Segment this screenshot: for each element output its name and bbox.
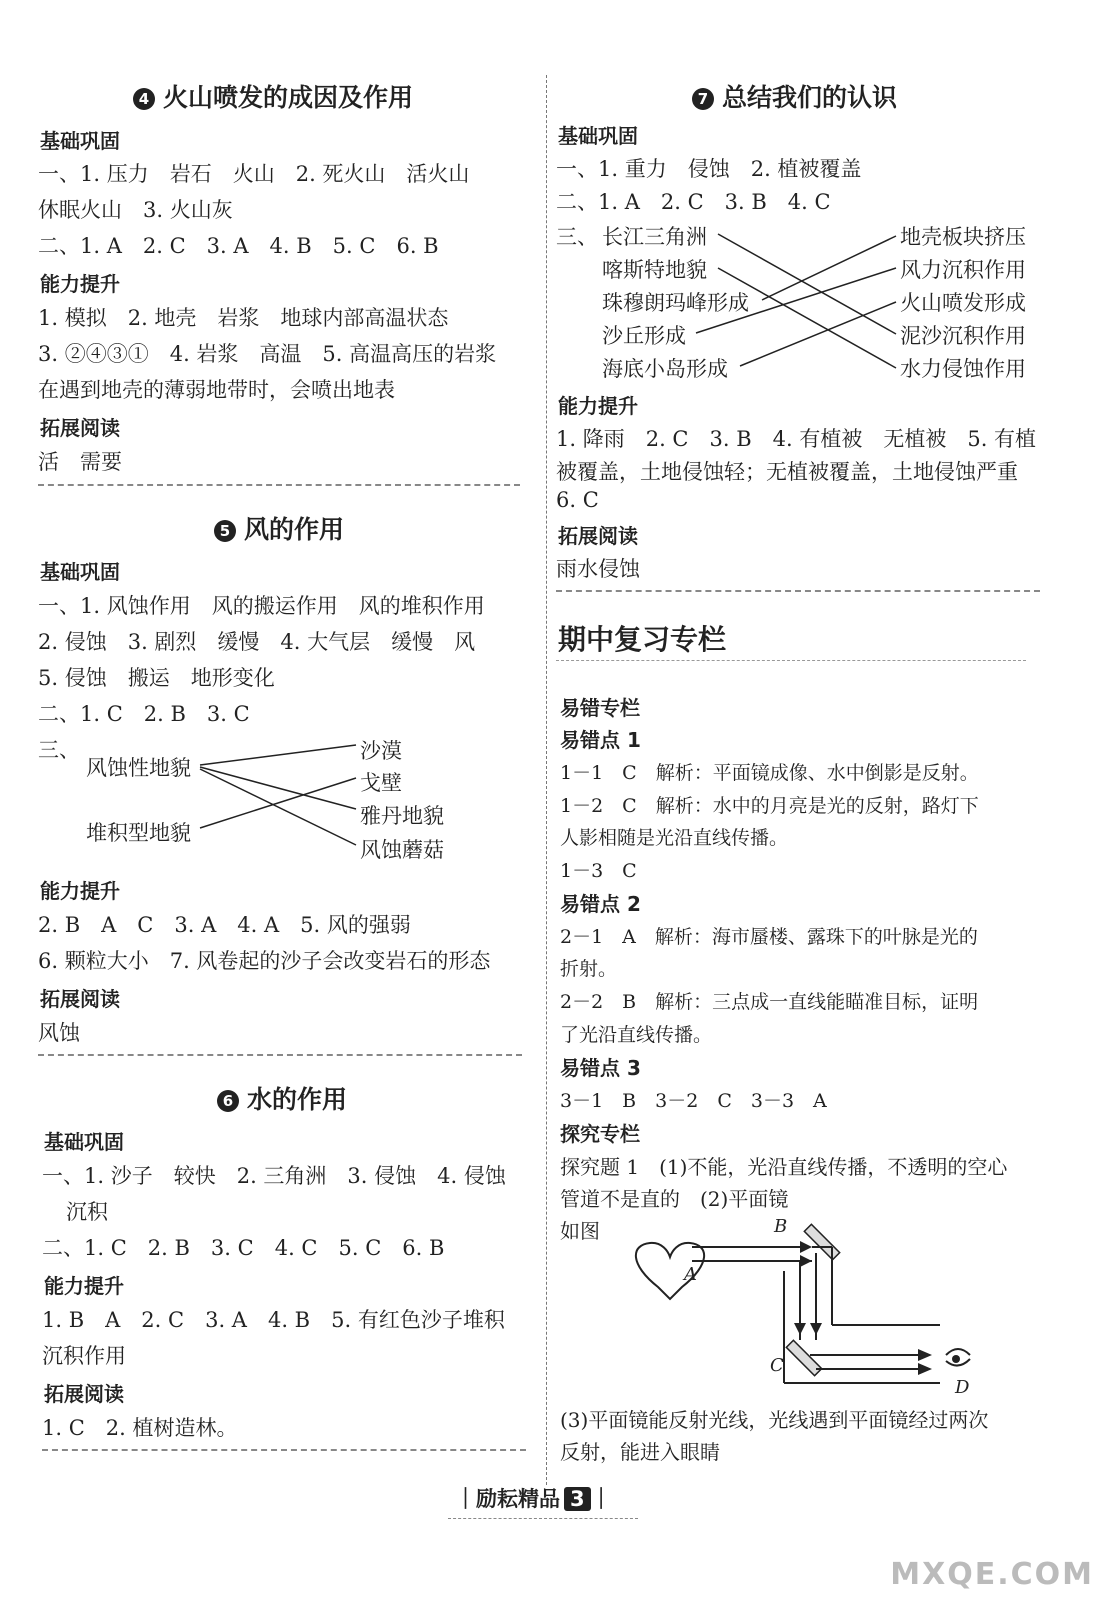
match-right-item: 地壳板块挤压 [900,225,1026,249]
section-number: 4 [133,88,155,110]
explanation-line: 1－2 C 解析：水中的月亮是光的反射，路灯下 [560,795,979,817]
section-number: 5 [214,520,236,542]
match-left-item: 沙丘形成 [602,324,686,348]
answer-line: 活 需要 [38,450,122,474]
match-left-item: 海底小岛形成 [602,357,728,381]
match-prefix: 三、 [38,738,80,762]
answer-line: 3. ②④③① 4. 岩浆 高温 5. 高温高压的岩浆 [38,342,497,366]
answer-line: 1. 降雨 2. C 3. B 4. 有植被 无植被 5. 有植 [556,427,1037,451]
match-left-item: 长江三角洲 [602,225,707,249]
explanation-line: 了光沿直线传播。 [560,1024,713,1046]
match-prefix: 三、 [556,225,598,249]
heading-reading: 拓展阅读 [40,416,120,440]
match-lines-summary [0,0,1112,400]
page-number: 3 [564,1487,591,1511]
answer-line: 沉积作用 [42,1344,126,1368]
brand-name: 励耘精品 [476,1487,560,1511]
section-title-text: 总结我们的认识 [722,83,898,112]
match-right-item: 风力沉积作用 [900,258,1026,282]
heading-basic: 基础巩固 [40,560,120,584]
diagram-label-a: A [684,1264,697,1285]
section-title-text: 火山喷发的成因及作用 [163,83,414,112]
heading-reading: 拓展阅读 [40,987,120,1011]
explanation-line: 3－1 B 3－2 C 3－3 A [560,1090,827,1112]
heading-basic: 基础巩固 [40,129,120,153]
section-divider [38,1054,522,1056]
section-number: 7 [692,88,714,110]
heading-reading: 拓展阅读 [558,524,638,548]
explanation-line: 2－1 A 解析：海市蜃楼、露珠下的叶脉是光的 [560,926,978,948]
explore-line: 反射，能进入眼睛 [560,1440,720,1464]
match-right-item: 泥沙沉积作用 [900,324,1026,348]
match-right-item: 水力侵蚀作用 [900,357,1026,381]
heading-mistakes: 易错专栏 [560,696,640,720]
review-title: 期中复习专栏 [558,623,727,656]
answer-line: 5. 侵蚀 搬运 地形变化 [38,666,275,690]
match-right-item: 戈壁 [360,771,402,795]
mistake-point-2: 易错点 2 [560,892,641,916]
footer-underline [448,1518,638,1519]
explanation-line: 人影相随是光沿直线传播。 [560,827,789,849]
answer-line: 雨水侵蚀 [556,557,640,581]
periscope-diagram [620,1215,1000,1405]
heading-advanced: 能力提升 [44,1274,124,1298]
explanation-line: 1－1 C 解析：平面镜成像、水中倒影是反射。 [560,762,979,784]
answer-line: 一、1. 沙子 较快 2. 三角洲 3. 侵蚀 4. 侵蚀 [42,1164,506,1188]
diagram-label-d: D [955,1377,970,1398]
explore-line: 如图 [560,1219,600,1243]
heading-explore: 探究专栏 [560,1122,640,1146]
answer-line: 被覆盖，土地侵蚀轻；无植被覆盖，土地侵蚀严重 [556,460,1018,484]
explanation-line: 2－2 B 解析：三点成一直线能瞄准目标，证明 [560,991,979,1013]
section-6-title [217,1080,347,1116]
answer-line: 一、1. 风蚀作用 风的搬运作用 风的堆积作用 [38,594,485,618]
match-right-item: 火山喷发形成 [900,291,1026,315]
answer-line: 二、1. C 2. B 3. C [38,702,250,726]
match-right-item: 沙漠 [360,739,402,763]
answer-line: 6. C [556,488,599,512]
section-divider [42,1449,526,1451]
eye-icon [946,1349,970,1355]
answer-line: 6. 颗粒大小 7. 风卷起的沙子会改变岩石的形态 [38,949,491,973]
answer-line: 1. 模拟 2. 地壳 岩浆 地球内部高温状态 [38,306,449,330]
answer-line: 1. C 2. 植树造林。 [42,1416,238,1440]
footer-brand: ｜励耘精品 3 ｜ [455,1487,612,1511]
explanation-line: 折射。 [560,958,618,980]
heading-advanced: 能力提升 [40,879,120,903]
diagram-label-c: C [770,1355,784,1376]
heading-reading: 拓展阅读 [44,1382,124,1406]
match-left-item: 堆积型地貌 [86,821,191,845]
mirror-top [804,1224,839,1259]
match-left-item: 喀斯特地貌 [602,258,707,282]
mistake-point-1: 易错点 1 [560,728,641,752]
explore-line: (3)平面镜能反射光线，光线遇到平面镜经过两次 [560,1408,989,1432]
answer-line: 一、1. 压力 岩石 火山 2. 死火山 活火山 [38,162,470,186]
answer-line: 沉积 [66,1200,108,1224]
answer-line: 2. 侵蚀 3. 剧烈 缓慢 4. 大气层 缓慢 风 [38,630,476,654]
mistake-point-3: 易错点 3 [560,1056,641,1080]
answer-line: 二、1. C 2. B 3. C 4. C 5. C 6. B [42,1236,445,1260]
heading-advanced: 能力提升 [558,394,638,418]
answer-line: 二、1. A 2. C 3. B 4. C [556,190,831,214]
watermark: MXQE.COM [890,1557,1094,1592]
answer-line: 1. B A 2. C 3. A 4. B 5. 有红色沙子堆积 [42,1308,505,1332]
section-title-text: 水的作用 [247,1085,348,1114]
section-number: 6 [217,1090,239,1112]
heading-basic: 基础巩固 [44,1130,124,1154]
explore-line: 探究题 1 (1)不能，光沿直线传播，不透明的空心 [560,1155,1008,1179]
answer-line: 休眠火山 3. 火山灰 [38,198,233,222]
answer-line: 在遇到地壳的薄弱地带时，会喷出地表 [38,378,395,402]
answer-line: 一、1. 重力 侵蚀 2. 植被覆盖 [556,157,862,181]
match-left-item: 风蚀性地貌 [86,756,191,780]
heading-basic: 基础巩固 [558,124,638,148]
answer-line: 2. B A C 3. A 4. A 5. 风的强弱 [38,913,411,937]
heading-advanced: 能力提升 [40,272,120,296]
answer-line: 二、1. A 2. C 3. A 4. B 5. C 6. B [38,234,439,258]
match-right-item: 风蚀蘑菇 [360,838,444,862]
explanation-line: 1－3 C [560,860,637,882]
section-divider [556,590,1040,592]
review-underline [556,660,1026,661]
explore-line: 管道不是直的 (2)平面镜 [560,1187,789,1211]
diagram-label-b: B [774,1216,788,1237]
match-left-item: 珠穆朗玛峰形成 [602,291,749,315]
mirror-bottom [786,1340,821,1375]
section-title-text: 风的作用 [244,515,345,544]
match-right-item: 雅丹地貌 [360,804,444,828]
answer-line: 风蚀 [38,1021,80,1045]
